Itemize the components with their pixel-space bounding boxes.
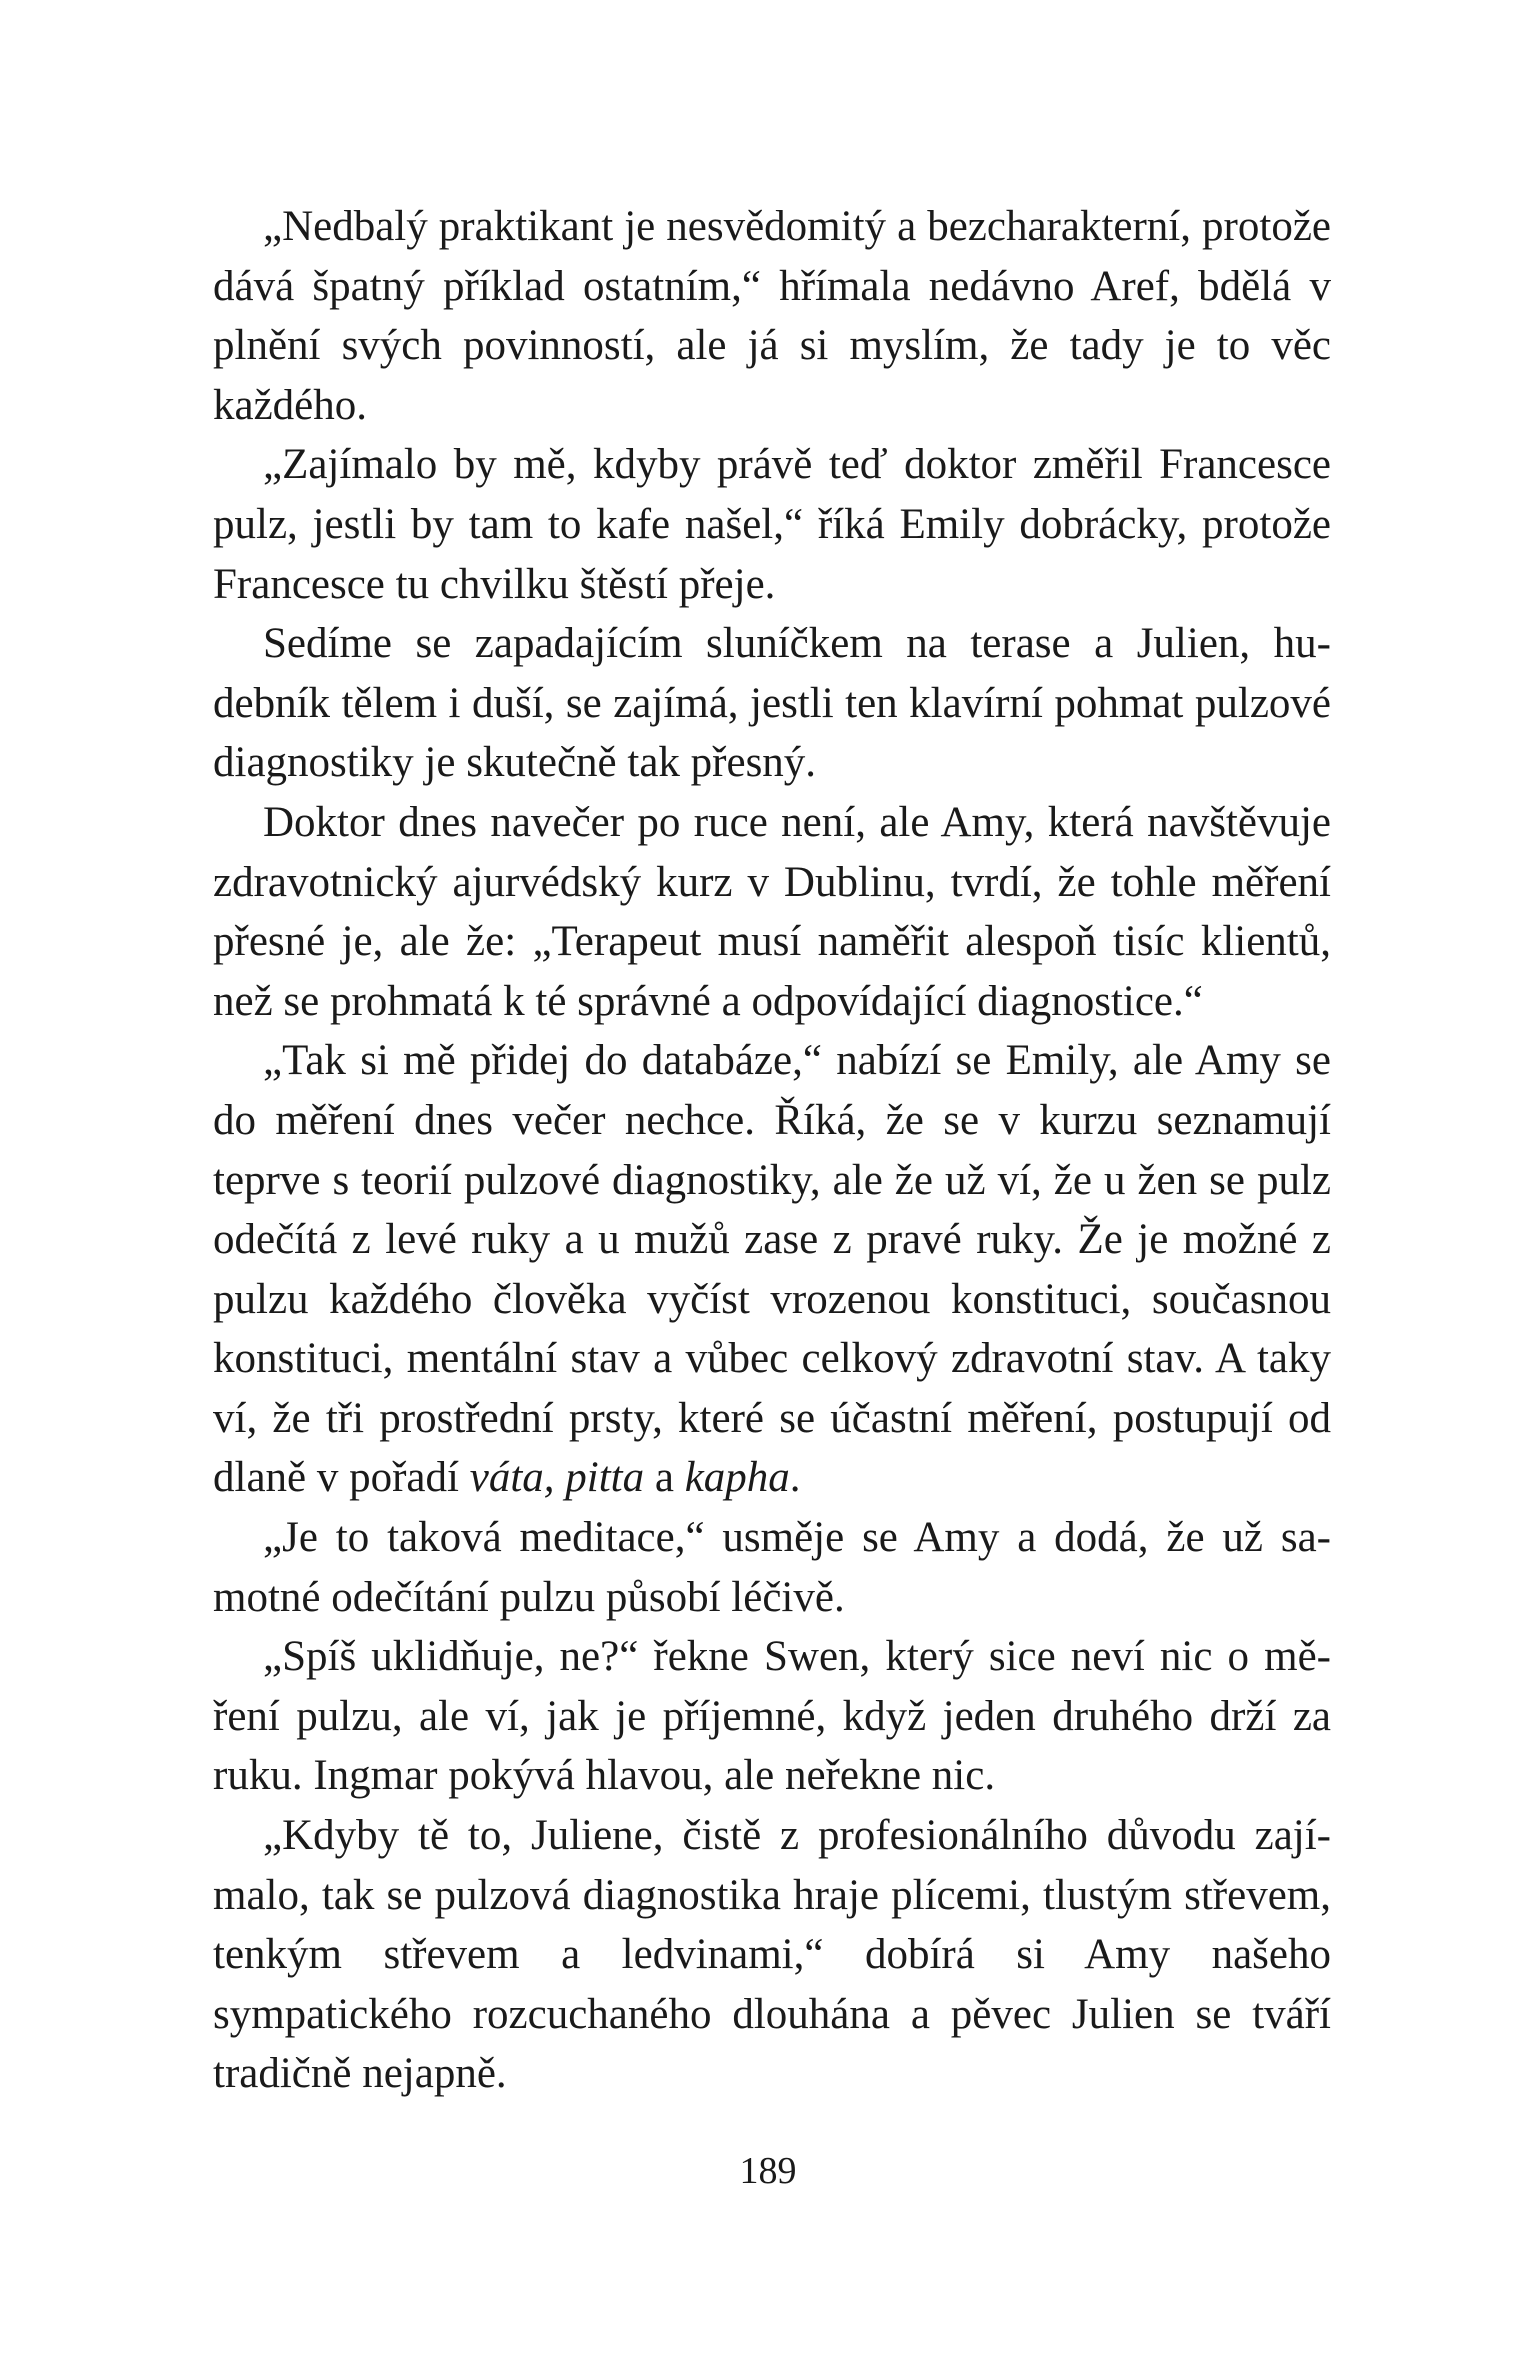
paragraph: „Tak si mě přidej do databáze,“ nabízí se Emily, ale Amy se do měření dnes večer nechce. Říká, že se v kurzu seznamují teprve s teorií pulzové diagnostiky, ale že už ví, že u žen se pulz odečítá z levé ruky a u mužů zase z pravé ruky. Že je možné z pulzu každého člověka vyčíst vrozenou konstituci, současnou konstituci, mentální stav a vůbec celkový zdravotní stav. A taky ví, že tři prostřední prsty, které se účastní měření, postupují od dlaně v pořadí váta, pitta a kapha. <box>213 1037 1331 1502</box>
page-body <box>213 197 1331 2104</box>
paragraph: „Nedbalý praktikant je nesvědomitý a bezcharakterní, protože dává špatný příklad ostatním,“ hřímala nedávno Aref, bdělá v plnění svých povinností, ale já si myslím, že tady je to věc každého. <box>213 203 1331 429</box>
paragraph: „Zajímalo by mě, kdyby právě teď doktor změřil Francesce pulz, jestli by tam to kafe našel,“ říká Emily dobrácky, protože Francesce tu chvilku štěstí přeje. <box>213 441 1331 608</box>
paragraph: Sedíme se zapadajícím sluníčkem na terase a Julien, hudebník tělem i duší, se zajímá, jestli ten klavírní pohmat pulzové diagnostiky je skutečně tak přesný. <box>213 620 1331 787</box>
paragraph: „Je to taková meditace,“ usměje se Amy a dodá, že už samotné odečítání pulzu působí léčivě. <box>213 1514 1331 1621</box>
paragraph: Doktor dnes navečer po ruce není, ale Amy, která navštěvuje zdravotnický ajurvédský kurz v Dublinu, tvrdí, že tohle měření přesné je, ale že: „Terapeut musí naměřit alespoň tisíc klientů, než se prohmatá k té správné a odpovídající diagnostice.“ <box>213 798 1331 1025</box>
paragraph: „Kdyby tě to, Juliene, čistě z profesionálního důvodu zajímalo, tak se pulzová diagnostika hraje plícemi, tlustým střevem, tenkým střevem a ledvinami,“ dobírá si Amy našeho sympatického rozcuchaného dlouhána a pěvec Julien se tváří tradičně nejapně. <box>213 1812 1331 2098</box>
paragraph: „Spíš uklidňuje, ne?“ řekne Swen, který sice neví nic o měření pulzu, ale ví, jak je příjemné, když jeden druhého drží za ruku. Ingmar pokývá hlavou, ale neřekne nic. <box>213 1633 1331 1800</box>
page-number: 189 <box>739 2150 797 2192</box>
